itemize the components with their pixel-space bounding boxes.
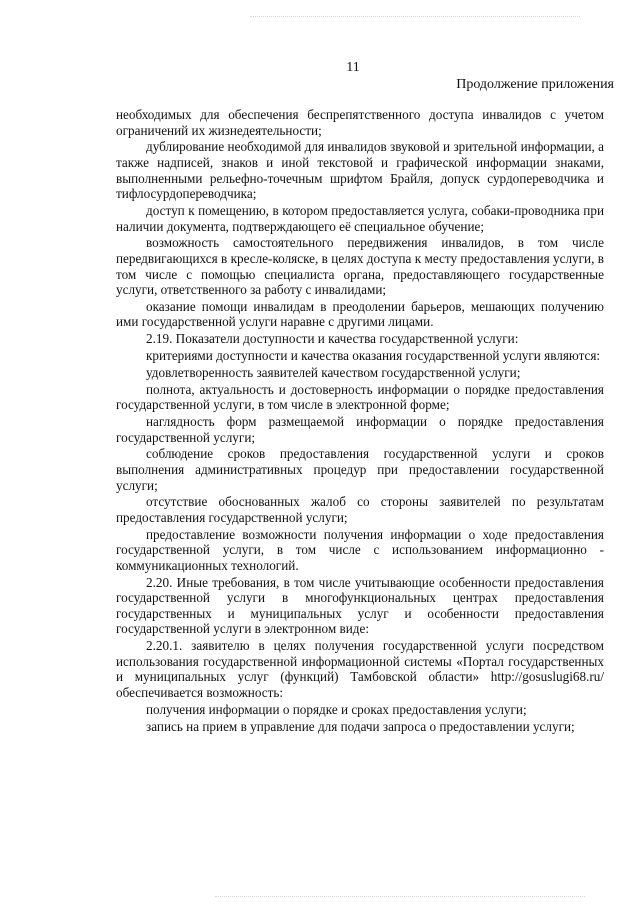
paragraph: предоставление возможности получения информации о ходе предоставления государственной услуги, в том числе с использованием информационно - коммуникационных технологий. xyxy=(116,526,604,573)
paragraph: соблюдение сроков предоставления государственной услуги и сроков выполнения административных процедур при предоставлении государственной услуги; xyxy=(116,446,604,493)
paragraph: 2.20. Иные требования, в том числе учитывающие особенности предоставления государственной услуги в многофункциональных центрах предоставления государственных и муниципальных услуг и особенности предоставления государственной услуги в электронном виде: xyxy=(116,574,604,637)
scan-artifact-bottom xyxy=(215,896,585,900)
paragraph: дублирование необходимой для инвалидов звуковой и зрительной информации, а также надписей, знаков и иной текстовой и графической информации знаками, выполненными рельефно-точечным шрифтом Брайля, допуск сурдопереводчика и тифлосурдопереводчика; xyxy=(116,139,604,202)
paragraph: доступ к помещению, в котором предоставляется услуга, собаки-проводника при наличии документа, подтверждающего её специальное обучение; xyxy=(116,202,604,234)
paragraph: полнота, актуальность и достоверность информации о порядке предоставления государственной услуги, в том числе в электронной форме; xyxy=(116,381,604,413)
scan-artifact-top xyxy=(250,16,580,20)
header-note: Продолжение приложения xyxy=(456,77,614,92)
paragraph: возможность самостоятельного передвижения инвалидов, в том числе передвигающихся в кресле-коляске, в целях доступа к месту предоставления услуги, в том числе с помощью специалиста органа, предоставляющего государственные услуги, ответственного за работу с инвалидами; xyxy=(116,235,604,298)
paragraph: 2.20.1. заявителю в целях получения государственной услуги посредством использования государственной информационной системы «Портал государственных и муниципальных услуг (функций) Тамбовской области» http://gosuslugi68.ru/ обеспечивается возможность: xyxy=(116,638,604,700)
paragraph: получения информации о порядке и сроках предоставления услуги; xyxy=(146,701,527,717)
paragraph: отсутствие обоснованных жалоб со стороны заявителей по результатам предоставления государственной услуги; xyxy=(116,494,604,525)
paragraph: необходимых для обеспечения беспрепятственного доступа инвалидов с учетом ограничений их жизнедеятельности; xyxy=(116,107,604,138)
paragraph: оказание помощи инвалидам в преодолении барьеров, мешающих получению ими государственной услуги наравне с другими лицами. xyxy=(116,298,604,330)
paragraph: наглядность форм размещаемой информации о порядке предоставления государственной услуги; xyxy=(116,413,604,445)
paragraph: критериями доступности и качества оказания государственной услуги являются: xyxy=(146,348,601,364)
page-number: 11 xyxy=(346,60,360,75)
document-body xyxy=(116,107,604,735)
section-heading: 2.19. Показатели доступности и качества государственной услуги: xyxy=(146,331,519,347)
paragraph: запись на прием в управление для подачи запроса о предоставлении услуги; xyxy=(146,718,575,734)
paragraph: удовлетворенность заявителей качеством государственной услуги; xyxy=(146,364,521,380)
